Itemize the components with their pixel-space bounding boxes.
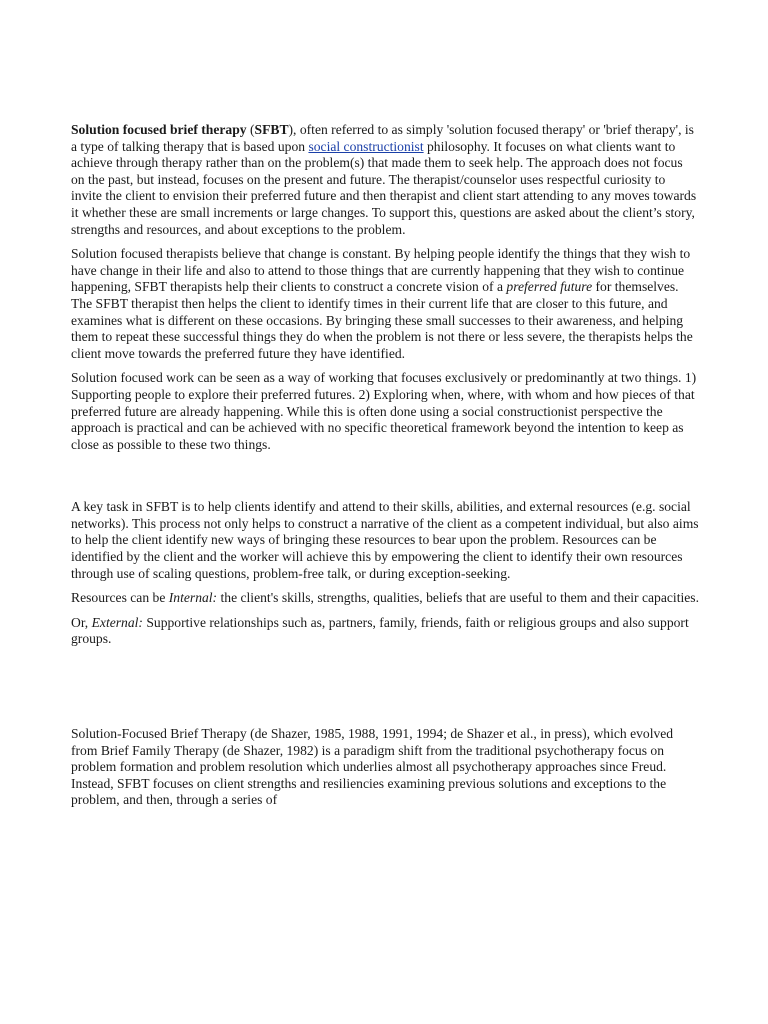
internal-text-b: the client's skills, strengths, qualities, beliefs that are useful to them and their capacities. [217, 590, 699, 606]
social-constructionist-link[interactable]: social constructionist [308, 138, 424, 154]
solution-work-paragraph: Solution focused work can be seen as a way of working that focuses exclusively or predominantly at two things. 1) Supporting people to explore their preferred futures. 2) Exploring when, where, with whom and how pieces of that preferred future are already happening. While this is often done using a social constructionist perspective the approach is practical and can be achieved with no specific theoretical framework beyond the intention to keep as close as possible to these two things. [71, 370, 697, 452]
change-text-b: for themselves. The SFBT therapist then helps the client to identify times in their current life that are closer to this future, and examines what is different on these occasions. By bringing these small successes to their awareness, and helping them to repeat these successful things they do when the problem is not there or less severe, the therapists helps the client move towards the preferred future they have identified. [71, 279, 693, 361]
change-text-a: Solution focused therapists believe that change is constant. By helping people identify the things that they wish to have change in their life and also to attend to those things that are currently happening that they wish to continue happening, SFBT therapists help their clients to construct a concrete vision of a [71, 246, 691, 295]
internal-text-a: Resources can be [71, 590, 169, 606]
external-text-b: Supportive relationships such as, partners, family, friends, faith or religious groups and also support groups. [71, 614, 689, 647]
paren-open: ( [246, 122, 255, 137]
term-abbreviation: SFBT [254, 122, 289, 137]
external-text-a: Or, [71, 614, 92, 630]
document-body [71, 122, 699, 817]
change-paragraph [71, 246, 699, 362]
section-spacer-2 [71, 656, 699, 726]
intro-paragraph [71, 122, 699, 238]
internal-resources-paragraph [71, 590, 699, 607]
section-spacer [71, 461, 699, 499]
internal-term: Internal: [168, 590, 218, 606]
term-heading: Solution focused brief therapy [71, 122, 247, 137]
intro-text-a: ), often referred to as simply 'solution focused therapy' or 'brief therapy', is a type of talking therapy that is based upon [71, 122, 694, 154]
sfbt-history-paragraph: Solution-Focused Brief Therapy (de Shazer, 1985, 1988, 1991, 1994; de Shazer et al., in press), which evolved from Brief Family Therapy (de Shazer, 1982) is a paradigm shift from the traditional psychotherapy focus on problem formation and problem resolution which underlies almost all psychotherapy approaches since Freud. Instead, SFBT focuses on client strengths and resiliencies examining previous solutions and exceptions to the problem, and then, through a series of [71, 726, 674, 808]
external-resources-paragraph [71, 615, 699, 648]
intro-text-b: philosophy. It focuses on what clients want to achieve through therapy rather than on the problem(s) that made them to seek help. The approach does not focus on the past, but instead, focuses on the present and future. The therapist/counselor uses respectful curiosity to invite the client to envision their preferred future and then therapist and client start attending to any moves towards it whether these are small increments or large changes. To support this, questions are asked about the client’s story, strengths and resources, and about exceptions to the problem. [71, 138, 697, 237]
preferred-future-term: preferred future [506, 279, 593, 295]
external-term: External: [91, 614, 143, 630]
key-task-paragraph: A key task in SFBT is to help clients identify and attend to their skills, abilities, and external resources (e.g. social networks). This process not only helps to construct a narrative of the client as a competent individual, but also aims to help the client identify new ways of bringing these resources to bear upon the problem. Resources can be identified by the client and the worker will achieve this by empowering the client to identify their own resources through use of scaling questions, problem-free talk, or during exception-seeking. [71, 499, 699, 581]
